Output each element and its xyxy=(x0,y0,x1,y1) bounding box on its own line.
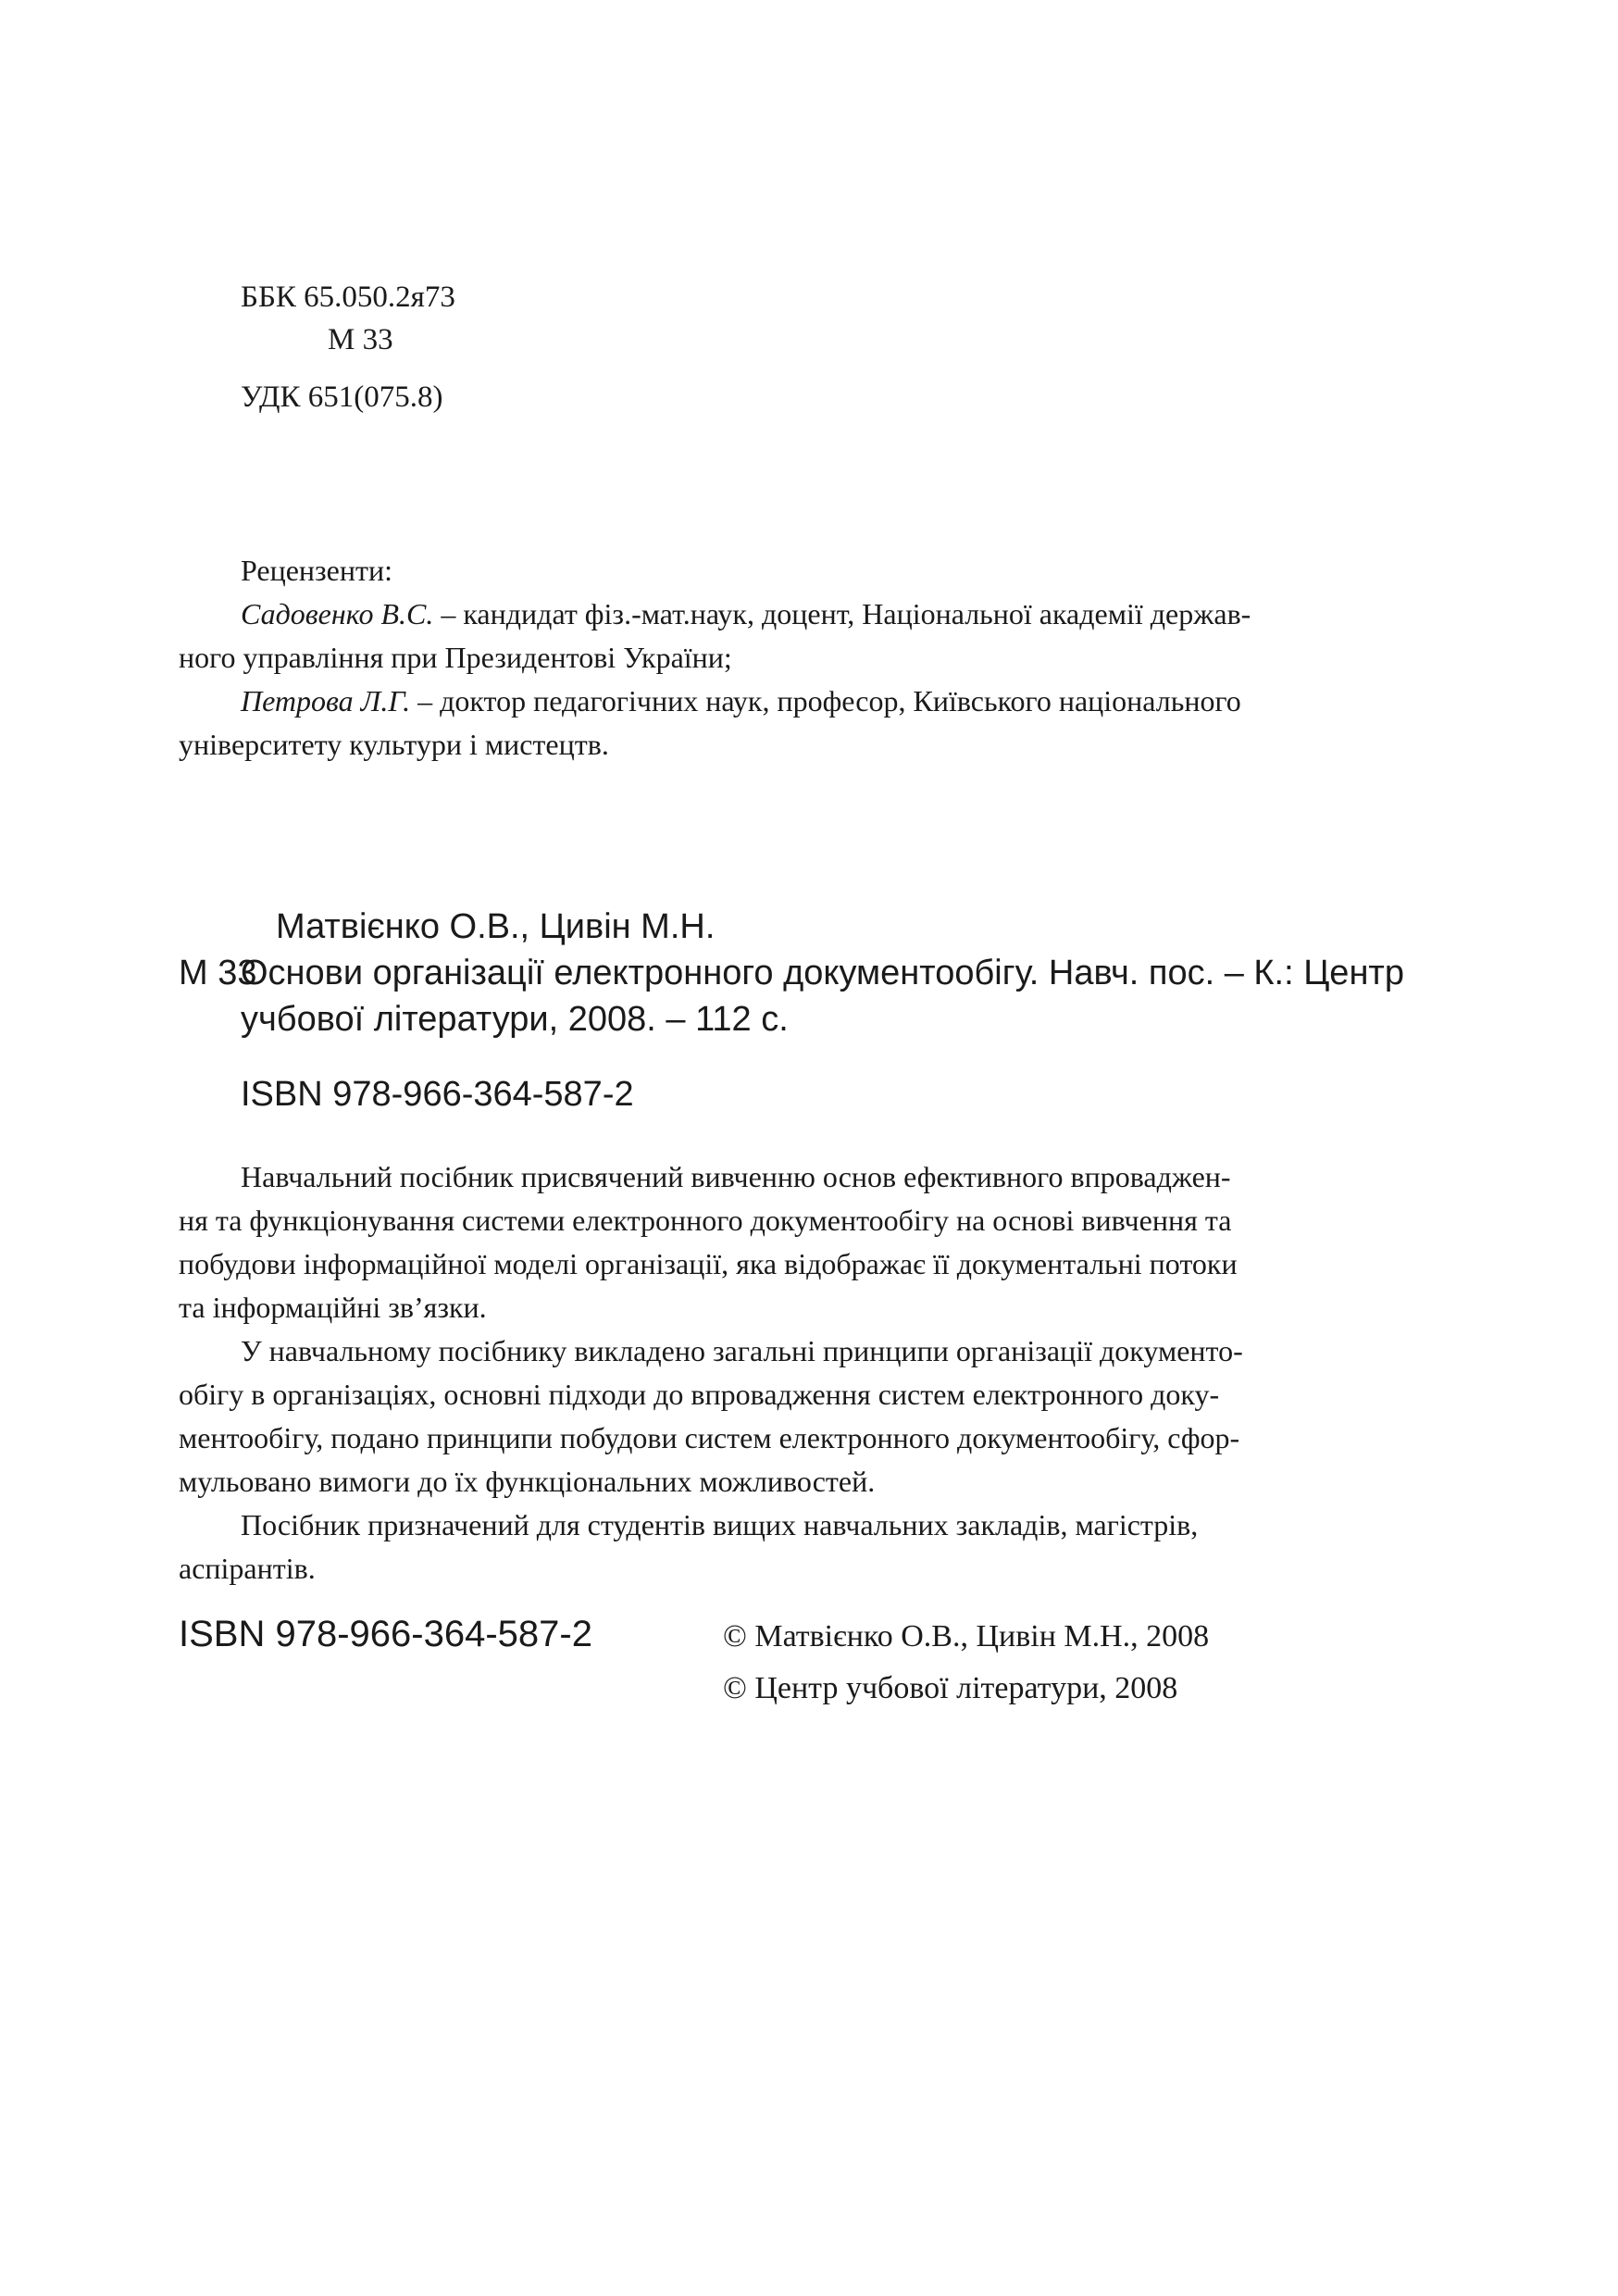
isbn-top: ISBN 978-966-364-587-2 xyxy=(241,1075,634,1114)
isbn-bottom: ISBN 978-966-364-587-2 xyxy=(179,1614,592,1654)
abstract-line: ня та функціонування системи електронного документообігу на основі вивчення та xyxy=(179,1204,1232,1237)
catalog-title-line xyxy=(179,950,1404,996)
reviewer-1-name: Садовенко В.С. xyxy=(241,597,434,630)
copyright-block xyxy=(723,1611,1209,1715)
abstract-line: аспірантів. xyxy=(179,1552,316,1585)
bbk-code: ББК 65.050.2я73 xyxy=(241,281,455,314)
reviewer-2-line-2: університету культури і мистецтв. xyxy=(179,728,609,761)
reviewer-2-credentials: – доктор педагогічних наук, професор, Київського національного xyxy=(410,684,1241,718)
abstract-line: побудови інформаційної моделі організації, яка відображає її документальні потоки xyxy=(179,1247,1238,1280)
abstract-line: ментообігу, подано принципи побудови систем електронного документообігу, сфор- xyxy=(179,1421,1240,1454)
reviewer-1-credentials: – кандидат фіз.-мат.наук, доцент, Національної академії держав- xyxy=(433,597,1251,630)
reviewer-1-line-2: ного управління при Президентові України; xyxy=(179,641,732,674)
reviewers-heading: Рецензенти: xyxy=(241,554,392,587)
abstract-line: Посібник призначений для студентів вищих навчальних закладів, магістрів, xyxy=(241,1508,1199,1541)
abstract-block xyxy=(179,1155,1391,1591)
catalog-entry xyxy=(179,904,1404,1042)
udk-code: УДК 651(075.8) xyxy=(241,381,443,414)
catalog-title: Основи організації електронного документообігу. Навч. пос. – К.: Центр xyxy=(241,954,1404,992)
copyright-publisher: © Центр учбової літератури, 2008 xyxy=(723,1671,1178,1705)
reviewer-2-name: Петрова Л.Г. xyxy=(241,684,411,718)
reviewer-1-line-1 xyxy=(179,593,1391,636)
catalog-code: М 33 xyxy=(179,954,257,992)
abstract-line: мульовано вимоги до їх функціональних можливостей. xyxy=(179,1465,876,1498)
classification-block xyxy=(241,276,455,418)
catalog-authors: Матвієнко О.В., Цивін М.Н. xyxy=(276,907,716,946)
copyright-authors: © Матвієнко О.В., Цивін М.Н., 2008 xyxy=(723,1619,1210,1653)
abstract-line: У навчальному посібнику викладено загальні принципи організації документо- xyxy=(241,1334,1243,1367)
catalog-publisher: учбової літератури, 2008. – 112 с. xyxy=(241,1000,789,1039)
abstract-line: обігу в організаціях, основні підходи до впровадження систем електронного доку- xyxy=(179,1378,1220,1411)
reviewer-2-line-1 xyxy=(179,680,1391,723)
reviewers-block xyxy=(179,549,1391,767)
abstract-line: Навчальний посібник присвячений вивченню основ ефективного впроваджен- xyxy=(241,1160,1231,1193)
abstract-line: та інформаційні зв’язки. xyxy=(179,1291,487,1324)
author-mark: М 33 xyxy=(328,323,393,356)
